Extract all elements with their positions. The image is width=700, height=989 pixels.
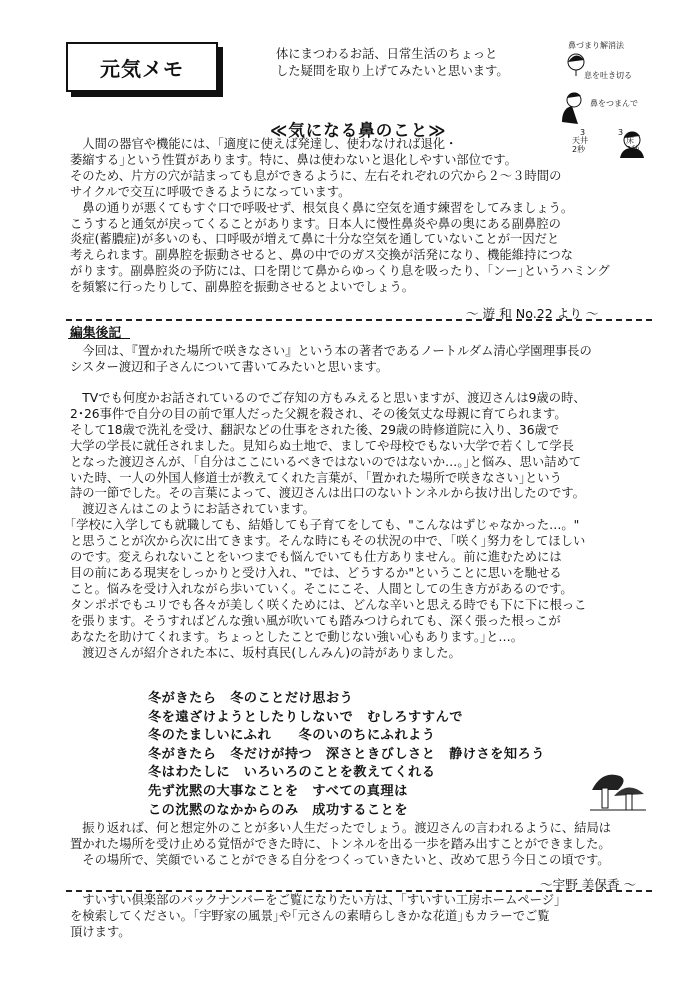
divider-dashed-bottom: [66, 890, 652, 892]
editorial-paragraph-3: 振り返れば、何と想定外のことが多い人生だったでしょう。渡辺さんの言われるように、結局は 置かれた場所を受け止める覚悟ができた時に、トンネルを出る一歩を踏み出すことができました。 その場所で、笑顔でいることができる自分をつくっていきたいと、改めて思う今日この頃です。: [70, 821, 612, 867]
editorial-paragraph-1: 今回は、『置かれた場所で咲きなさい』という本の著者であるノートルダム清心学園理事長の シスター渡辺和子さんについて書いてみたいと思います。: [70, 344, 592, 374]
footer-note: すいすい倶楽部のバックナンバーをご覧になりたい方は、｢すいすい工房ホームページ｣ を検索してください。｢宇野家の風景｣や｢元さんの素晴らしきかな花道｣もカラーでご覧 頂けます。: [70, 893, 561, 939]
article-credit: ～ 遊 和 No.22 より ～: [466, 306, 599, 321]
article-body: 人間の器官や機能には、｢適度に使えば発達し、使わなければ退化・ 萎縮する｣という性質があります。特に、鼻は使わないと退化しやすい部位です。 そのため、片方の穴が詰まっても息ができるように、左右それぞれの穴から２～３時間の サイクルで交互に呼吸できるようになっています。 鼻の通りが悪くてもすぐ口で呼吸せず、根気良く鼻に空気を通す練習をしてみましょう。 こうすると通気が戻ってくることがあります。日本人に慢性鼻炎や鼻の奥にある副鼻腔の 炎症(蓄膿症)が多いのも、口呼吸が増えて鼻に十分な空気を通していないことが一因だと 考えられます。副鼻腔を振動させると、鼻の中でのガス交換が活発になり、機能維持につな がります。副鼻腔炎の予防には、口を閉じて鼻からゆっくり息を吸ったり、｢ンー｣というハミング を頻繁に行ったりして、副鼻腔を振動させるとよいでしょう。: [70, 137, 610, 295]
editorial-paragraph-2: TVでも何度かお話されているのでご存知の方もみえると思いますが、渡辺さんは9歳の時、 2･26事件で自分の目の前で軍人だった父親を殺され、その後気丈な母親に育てられます。 そして18歳で洗礼を受け、翻訳などの仕事をされた後、29歳の時修道院に入り、36歳で 大学の学長に就任されました。見知らぬ土地で、ましてや母校でもない大学で若くして学長 となった渡辺さんが、｢自分はここにいるべきではないのではないか…。｣と悩み、思い詰めて いた時、一人の外国人修道士が教えてくれた言葉が、｢置かれた場所で咲きなさい｣という 詩の一節でした。その言葉によって、渡辺さんは出口のないトンネルから抜け出したのです。 渡辺さんはこのようにお話されています。 ｢学校に入学しても就職しても、結婚しても子育てをしても、"こんなはずじゃなかった…。" と思うことが次から次に出てきます。そんな時にもその状況の中で、｢咲く｣努力をしてほしい のです。変えられないことをいつまでも悩んでいても仕方ありません。前に進むためには 目の前にある現実をしっかりと受け入れ、"では、どうするか"ということに思いを馳せる こと。悩みを受け入れながら歩いていく。そこにこそ、人間としての生き方があるのです。 タンポポでもユリでも各々が美しく咲くためには、どんな辛いと思える時でも下に下に根っこ を張ります。そうすればどんな強い風が吹いても踏みつけられても、深く張った根っこが あなたを助けてくれます。ちょっとしたことで動じない強い心もあります。｣と…。 渡辺さんが紹介された本に、坂村真民(しんみん)の詩がありました。: [70, 391, 587, 660]
article-title: ≪気になる鼻のこと≫: [270, 121, 447, 140]
figure-step-2: 鼻をつまんで: [590, 99, 638, 108]
editorial-author: ～宇野 美保香 ～: [540, 877, 637, 892]
figure-step-4-label: 床 2秒: [626, 136, 640, 154]
figure-step-4-num: 3: [618, 128, 624, 137]
mushroom-icon: [588, 768, 648, 814]
editorial-heading: 編集後記: [70, 326, 122, 341]
poem: 冬がきたら 冬のことだけ思おう 冬を遠ざけようとしたりしないで むしろすすんで 冬のたましいにふれ 冬のいのちにふれよう 冬がきたら 冬だけが持つ 深さときびしさと 静けさを知ろう 冬はわたしに いろいろのことを教えてくれる 先ず沈黙の大事なことを すべての真理は この沈黙のなかからのみ 成功することを: [148, 691, 545, 818]
figure-step-1: 息を吐き切る: [584, 71, 632, 80]
figure-step-3-label: 天井 2秒: [572, 136, 588, 154]
figure-step-3-num: 3: [580, 128, 586, 137]
figure-caption: 鼻づまり解消法: [568, 41, 624, 50]
memo-label-box: [66, 42, 218, 92]
divider-dashed: [66, 319, 652, 321]
heading-underline: [68, 338, 130, 339]
intro-text: 体にまつわるお話、日常生活のちょっと した疑問を取り上げてみたいと思います。: [276, 47, 509, 78]
memo-label: 元気メモ: [100, 56, 184, 81]
